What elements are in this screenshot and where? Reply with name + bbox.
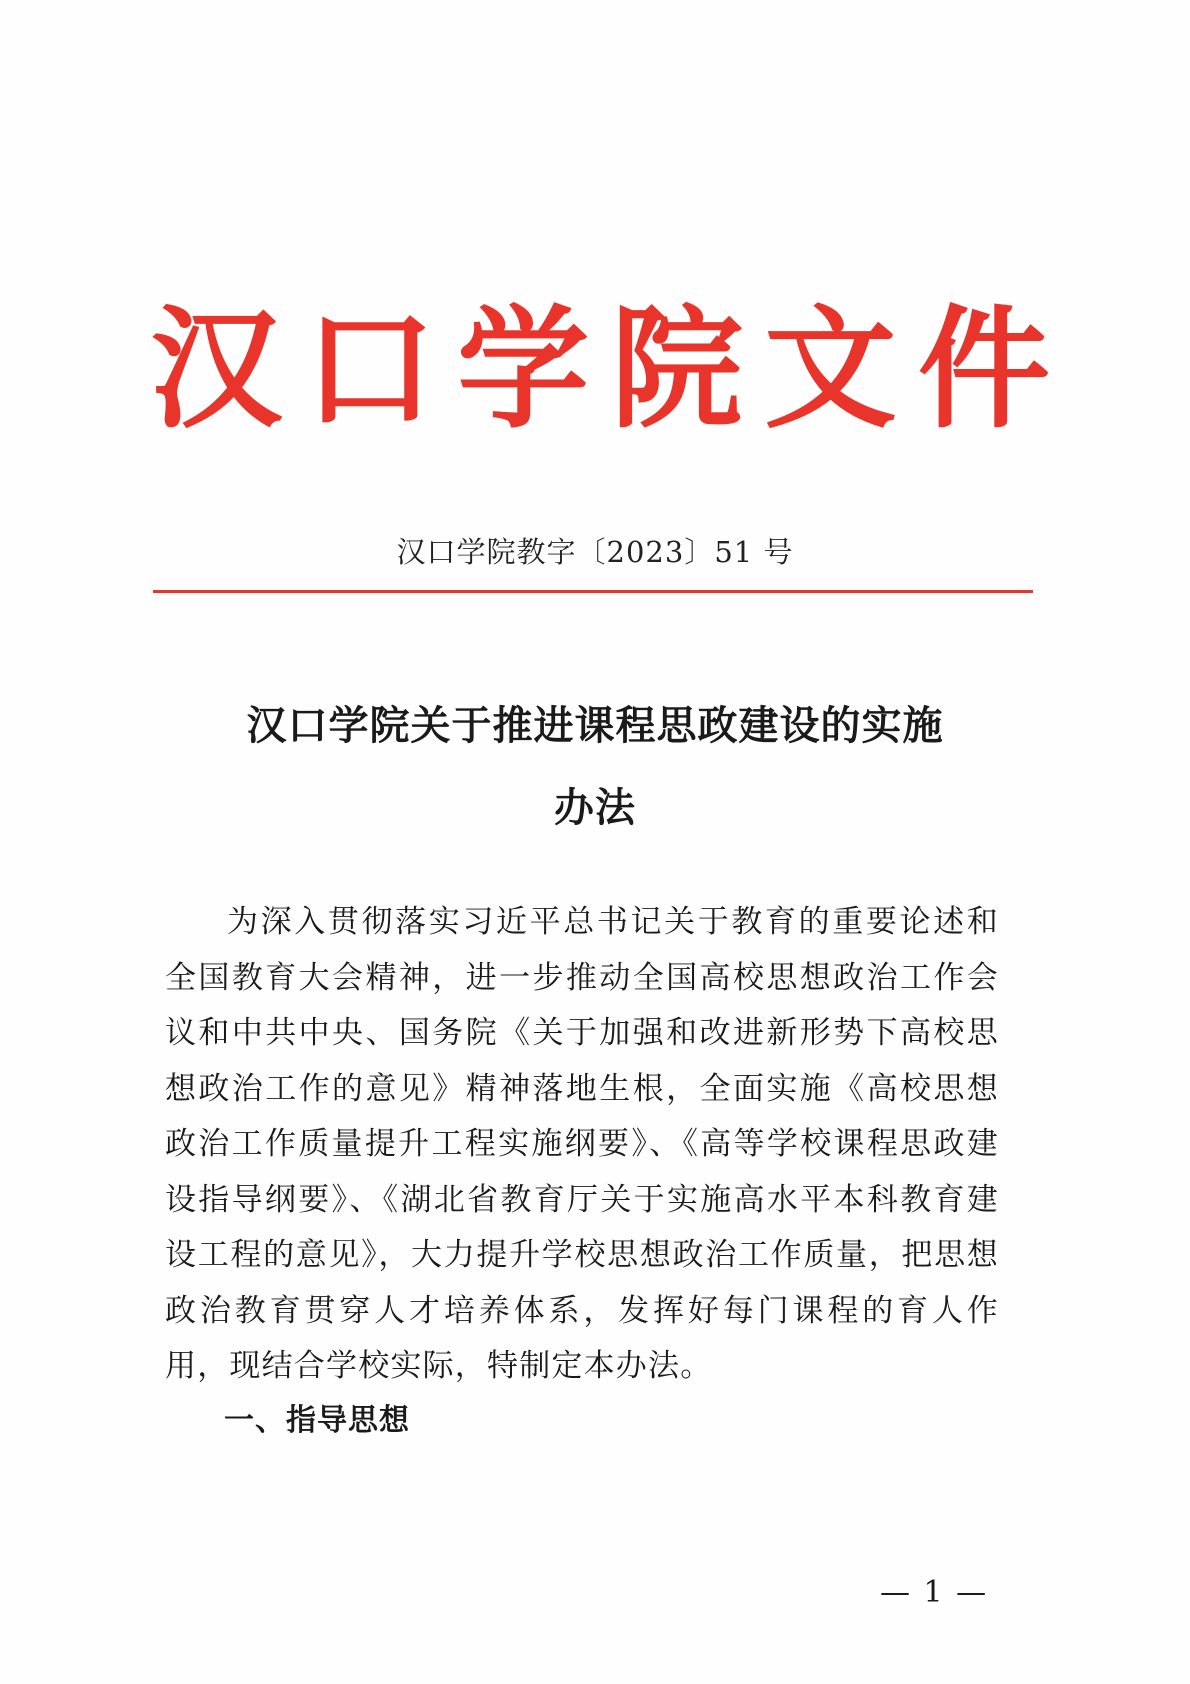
red-divider-line: [153, 590, 1033, 593]
title-line-1: 汉口学院关于推进课程思政建设的实施: [246, 702, 944, 749]
section-heading-guiding-ideology: 一、指导思想: [224, 1403, 410, 1438]
masthead-char: 件: [917, 292, 1050, 447]
masthead-char: 院: [610, 292, 743, 447]
page-number: — 1 —: [880, 1575, 989, 1610]
document-number: 汉口学院教字〔2023〕51 号: [396, 535, 794, 569]
masthead-char: 汉: [150, 292, 282, 447]
body-paragraph: 为深入贯彻落实习近平总书记关于教育的重要论述和全国教育大会精神，进一步推动全国高校思想政治工作会议和中共中央、国务院《关于加强和改进新形势下高校思想政治工作的意见》精神落地生根，全面实施《高校思想政治工作质量提升工程实施纲要》、《高等学校课程思政建设指导纲要》、《湖北省教育厅关于实施高水平本科教育建设工程的意见》，大力提升学校思想政治工作质量，把思想政治教育贯穿人才培养体系，发挥好每门课程的育人作用，现结合学校实际，特制定本办法。: [165, 904, 999, 1384]
title-line-2: 办法: [554, 784, 636, 831]
document-title: [140, 685, 1050, 849]
masthead-char: 口: [303, 292, 436, 447]
masthead-char: 文: [764, 292, 897, 447]
masthead-title: [150, 290, 1050, 450]
masthead-char: 学: [457, 292, 590, 447]
